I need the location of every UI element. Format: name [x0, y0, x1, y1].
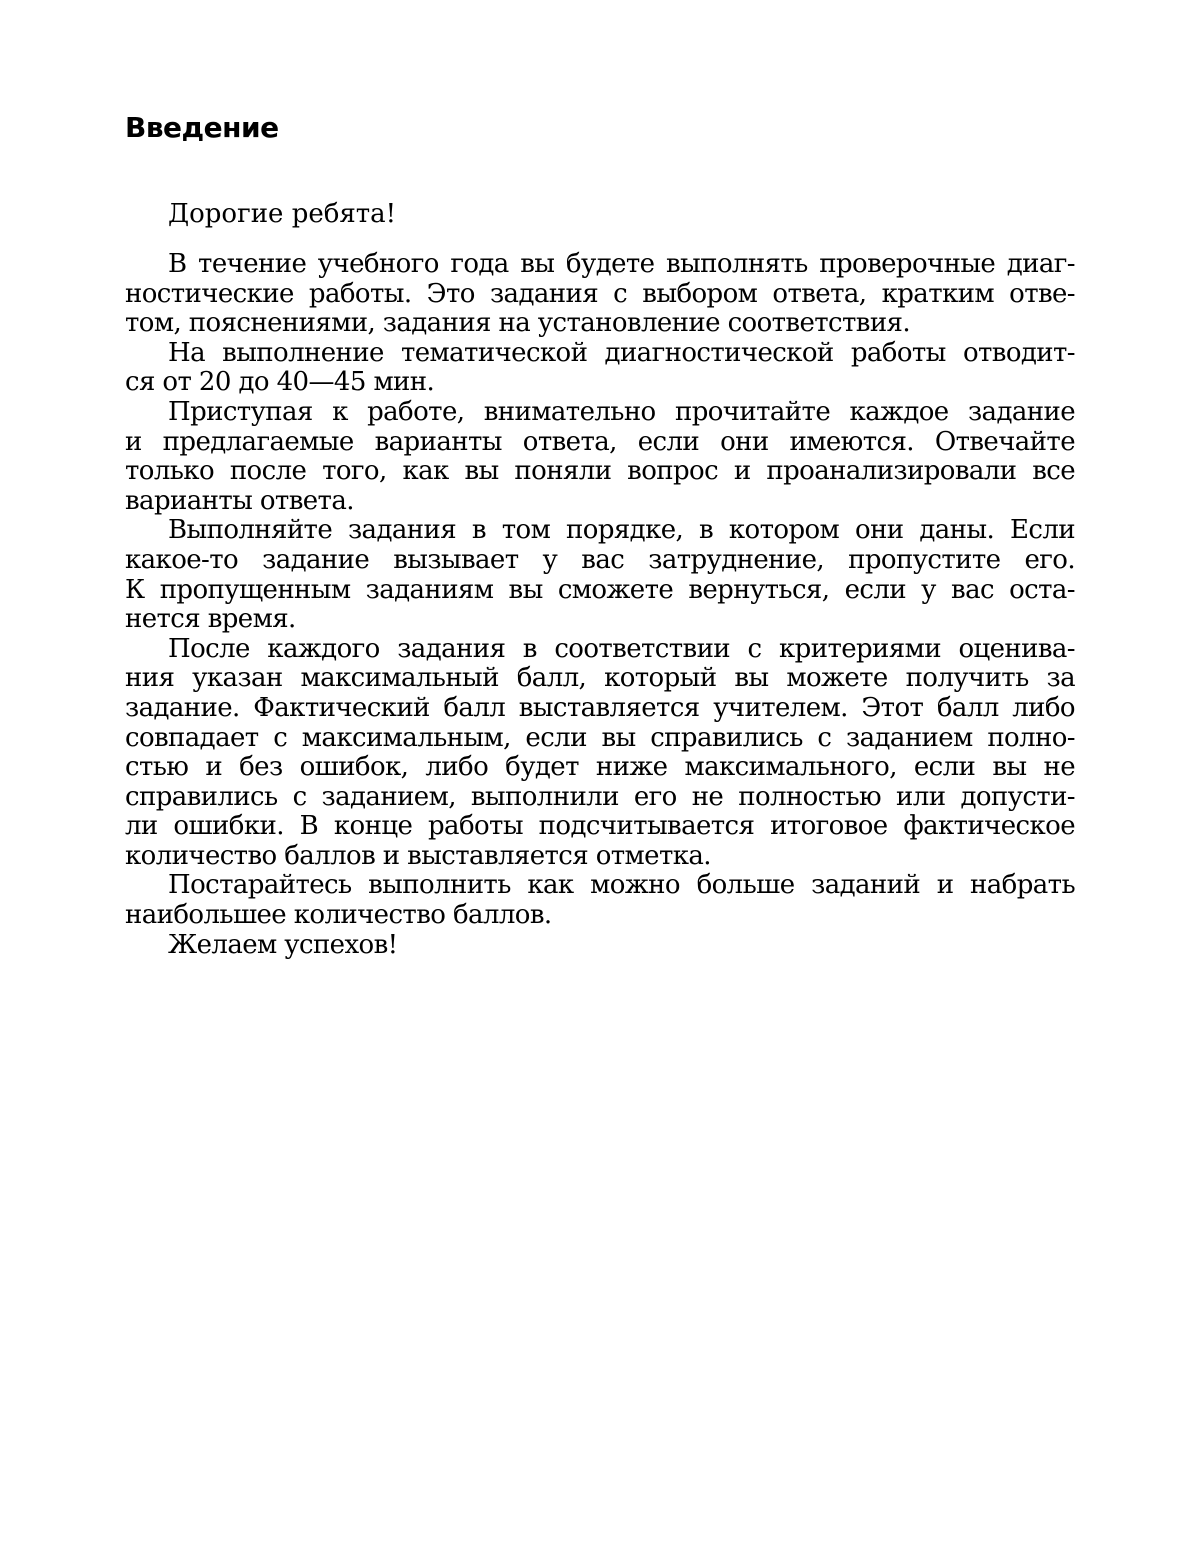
text-line: количество баллов и выставляется отметка.	[125, 840, 711, 871]
text-line: только после того, как вы поняли вопрос и проанализировали все	[125, 456, 1075, 487]
text-line: варианты ответа.	[125, 485, 354, 516]
text-line: ностические работы. Это задания с выбором ответа, кратким отве-	[125, 278, 1075, 309]
text-line: Желаем успехов!	[168, 929, 398, 960]
text-line: К пропущенным заданиям вы сможете вернуться, если у вас оста-	[125, 574, 1075, 605]
text-line: На выполнение тематической диагностической работы отводит-	[168, 337, 1075, 368]
text-line: совпадает с максимальным, если вы справились с заданием полно-	[125, 722, 1075, 753]
greeting: Дорогие ребята!	[168, 199, 397, 229]
text-line: справились с заданием, выполнили его не полностью или допусти-	[125, 781, 1075, 812]
body-text	[125, 250, 1075, 960]
text-line: ния указан максимальный балл, который вы можете получить за	[125, 663, 1075, 694]
text-line: ли ошибки. В конце работы подсчитывается итоговое фактическое	[125, 811, 1075, 842]
text-line: какое-то задание вызывает у вас затруднение, пропустите его.	[125, 544, 1075, 575]
text-line: задание. Фактический балл выставляется учителем. Этот балл либо	[125, 692, 1075, 723]
text-line: стью и без ошибок, либо будет ниже максимального, если вы не	[125, 752, 1075, 783]
text-line: Постарайтесь выполнить как можно больше заданий и набрать	[168, 870, 1075, 901]
text-line: и предлагаемые варианты ответа, если они имеются. Отвечайте	[125, 426, 1075, 457]
text-line: том, пояснениями, задания на установление соответствия.	[125, 308, 911, 339]
text-line: ся от 20 до 40—45 мин.	[125, 367, 435, 398]
text-line: Приступая к работе, внимательно прочитайте каждое задание	[168, 396, 1075, 427]
text-line: Выполняйте задания в том порядке, в котором они даны. Если	[168, 515, 1075, 546]
page-heading: Введение	[125, 111, 279, 144]
text-line: В течение учебного года вы будете выполнять проверочные диаг-	[168, 249, 1075, 279]
text-line: наибольшее количество баллов.	[125, 900, 552, 931]
text-line: После каждого задания в соответствии с критериями оценива-	[168, 633, 1075, 664]
text-line: нется время.	[125, 604, 296, 635]
